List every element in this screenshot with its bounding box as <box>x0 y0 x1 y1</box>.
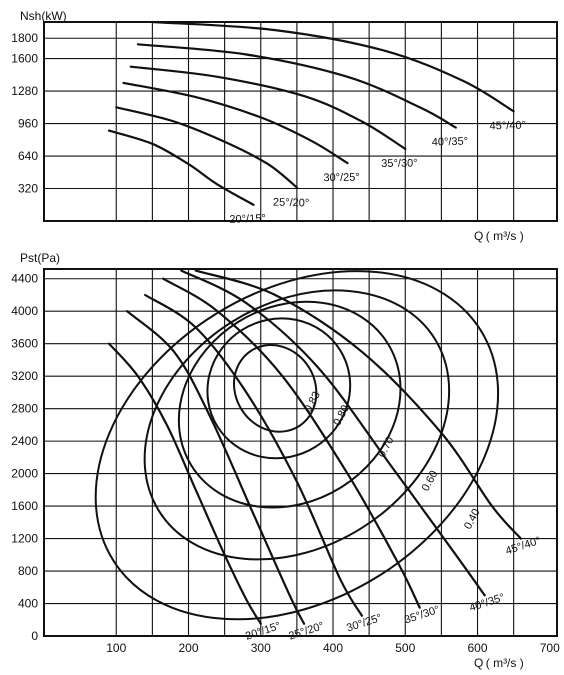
power-series-label: 45°/40° <box>489 119 527 133</box>
power-y-tick-label: 1280 <box>11 84 38 99</box>
pressure-y-tick-label: 2800 <box>11 401 38 416</box>
pressure-y-tick-label: 400 <box>17 596 38 611</box>
power-chart-labels <box>11 9 526 243</box>
pressure-x-tick-label: 700 <box>539 641 560 655</box>
efficiency-label: 0.83 <box>302 389 323 415</box>
pressure-x-tick-label: 100 <box>106 641 127 655</box>
pressure-plot-frame <box>44 269 557 636</box>
power-series-label: 20°/15° <box>229 212 266 226</box>
pressure-y-tick-label: 4400 <box>11 271 38 286</box>
power-curve-4 <box>131 67 406 149</box>
pressure-chart <box>11 200 562 675</box>
power-curve-1 <box>109 131 254 205</box>
pressure-y-axis-label: Pst(Pa) <box>20 251 61 265</box>
power-y-tick-label: 1800 <box>11 31 38 46</box>
pressure-y-tick-label: 2000 <box>11 466 38 481</box>
power-chart-grid <box>44 22 557 221</box>
pressure-x-tick-label: 400 <box>322 641 344 655</box>
pressure-y-tick-label: 1200 <box>11 531 38 546</box>
power-y-axis-label: Nsh(kW) <box>20 9 67 23</box>
power-curve-2 <box>116 107 297 187</box>
pressure-y-tick-label: 4000 <box>11 304 38 319</box>
pressure-series-label: 25°/20° <box>287 620 326 643</box>
pressure-y-tick-label: 3600 <box>11 336 38 351</box>
power-series-label: 25°/20° <box>272 196 310 210</box>
power-y-tick-label: 960 <box>17 116 38 131</box>
pressure-x-tick-label: 500 <box>395 641 416 655</box>
power-y-tick-label: 640 <box>17 149 38 164</box>
pressure-y-tick-label: 800 <box>17 564 38 579</box>
pressure-series-label: 30°/25° <box>345 611 384 635</box>
pressure-x-tick-label: 200 <box>178 641 199 655</box>
efficiency-contour <box>218 329 333 447</box>
power-x-axis-label: Q ( m³/s ) <box>474 229 524 243</box>
efficiency-label: 0.70 <box>375 435 397 460</box>
pressure-x-axis-label: Q ( m³/s ) <box>474 656 524 670</box>
efficiency-contour <box>181 292 377 486</box>
power-y-tick-label: 320 <box>17 181 38 196</box>
power-series-label: 30°/25° <box>323 171 360 185</box>
power-series-label: 40°/35° <box>431 135 469 149</box>
pressure-y-tick-label: 1600 <box>11 499 38 514</box>
pressure-x-tick-label: 600 <box>467 641 488 655</box>
pressure-series-label: 40°/35° <box>467 591 507 615</box>
power-series-label: 35°/30° <box>381 157 418 170</box>
efficiency-label: 0.40 <box>462 506 483 532</box>
pressure-y-tick-label: 2400 <box>11 434 38 449</box>
efficiency-label: 0.60 <box>419 468 441 494</box>
pressure-chart-grid <box>44 269 557 636</box>
pressure-series-label: 45°/40° <box>504 534 543 558</box>
power-y-tick-label: 1600 <box>11 51 38 66</box>
pressure-y-tick-label: 0 <box>31 629 38 643</box>
pressure-y-tick-label: 3200 <box>11 369 38 384</box>
power-chart-curves <box>109 22 514 205</box>
pressure-series-label: 35°/30° <box>402 603 442 627</box>
power-plot-frame <box>44 22 557 221</box>
pressure-series-label: 20°/15° <box>243 620 283 643</box>
efficiency-label: 0.80 <box>331 403 352 428</box>
pressure-x-tick-label: 300 <box>250 641 271 655</box>
power-chart <box>11 9 557 243</box>
